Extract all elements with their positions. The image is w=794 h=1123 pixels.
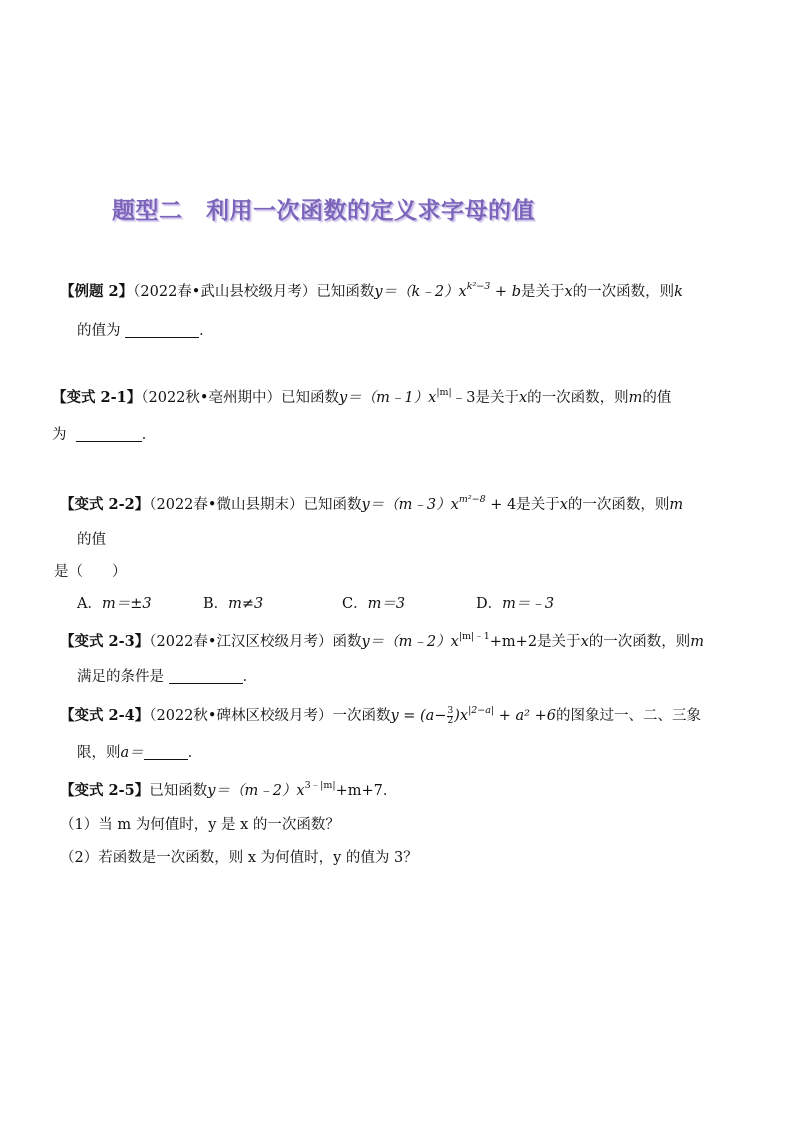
variant22-line1	[60, 495, 683, 515]
example2-text3: 的一次函数，则	[572, 284, 675, 300]
period: ．	[187, 745, 203, 761]
example2-var: x	[564, 284, 573, 300]
variant24-exponent: |2−a|	[468, 705, 495, 716]
variant21-text3: 的一次函数，则	[527, 390, 629, 406]
example2-source: （2022春•武山县校级月考）	[133, 284, 317, 300]
variant23-var2: m	[690, 634, 704, 650]
variant22-expr-rest: + 4	[485, 497, 517, 513]
variant24-source: （2022秋•碑林区校级月考）	[149, 708, 333, 724]
variant25-exponent: 3﹣|m|	[304, 780, 336, 791]
variant23-line1	[60, 632, 704, 652]
variant24-expr-a: y = (a−	[390, 708, 447, 724]
variant24-label: 【变式 2-4】	[60, 707, 150, 724]
option-text: m＝﹣3	[502, 596, 555, 612]
variant23-exponent: |m|﹣1	[458, 631, 490, 642]
period: ．	[242, 669, 258, 685]
fraction-denominator: 2	[447, 715, 454, 726]
variant24-text2: 的图象过一、二、三象	[555, 708, 701, 724]
variant22-text2: 是关于	[516, 497, 560, 513]
option-a[interactable]	[77, 594, 152, 614]
variant22-source: （2022春•微山县期末）	[149, 497, 304, 513]
variant25-question1: （1）当 m 为何值时，y 是 x 的一次函数？	[60, 817, 340, 833]
variant21-line2	[52, 425, 156, 445]
variant21-text2: 是关于	[475, 390, 519, 406]
variant25-label: 【变式 2-5】	[60, 782, 150, 799]
variant24-line2	[77, 743, 202, 763]
option-d[interactable]	[476, 594, 554, 614]
variant25-line1	[60, 781, 397, 801]
variant22-line3	[54, 562, 127, 582]
variant23-label: 【变式 2-3】	[60, 633, 150, 650]
variant22-text3: 的一次函数，则	[567, 497, 670, 513]
variant23-text3: 的一次函数，则	[588, 634, 691, 650]
variant23-source: （2022春•江汉区校级月考）	[149, 634, 333, 650]
variant24-expr-c: + a² +6	[494, 708, 556, 724]
option-letter: D．	[476, 596, 503, 612]
answer-blank[interactable]	[169, 668, 243, 684]
variant22-line2-text: 的值	[77, 532, 106, 548]
example2-text2: 是关于	[520, 284, 565, 300]
variant21-line1	[52, 388, 671, 408]
period: ．	[141, 427, 157, 443]
option-letter: A．	[77, 596, 102, 612]
variant24-line1	[60, 706, 701, 726]
variant21-text1: 已知函数	[280, 390, 339, 406]
section-title: 题型二 利用一次函数的定义求字母的值	[112, 198, 535, 224]
variant21-exponent: |m|	[436, 387, 452, 398]
answer-blank[interactable]	[144, 744, 188, 760]
variant22-var2: m	[669, 497, 684, 513]
variant22-exponent: m²−8	[458, 494, 486, 505]
option-letter: B．	[203, 596, 229, 612]
example2-label: 【例题 2】	[60, 283, 134, 300]
variant21-expr: y＝（m﹣1）x	[338, 390, 437, 406]
variant22-expr: y＝（m﹣3）x	[361, 497, 459, 513]
variant23-text1: 函数	[332, 634, 362, 650]
example2-var2: k	[674, 284, 683, 300]
option-b[interactable]	[203, 594, 263, 614]
example2-line2	[77, 321, 214, 341]
variant22-var: x	[559, 497, 568, 513]
example2-text1: 已知函数	[316, 284, 375, 300]
variant23-expr-rest: +m+2	[489, 634, 538, 650]
variant21-var2: m	[628, 390, 643, 406]
fraction	[447, 707, 453, 726]
answer-blank[interactable]	[76, 426, 142, 442]
variant22-line3-text: 是（ ）	[54, 564, 127, 580]
variant22-label: 【变式 2-2】	[60, 496, 150, 513]
variant23-text2: 是关于	[537, 634, 581, 650]
variant23-expr: y＝（m﹣2）x	[361, 634, 459, 650]
variant21-expr-rest: ﹣3	[451, 390, 476, 406]
option-letter: C．	[342, 596, 368, 612]
variant25-question2: （2）若函数是一次函数，则 x 为何值时，y 的值为 3？	[60, 850, 418, 866]
variant22-text1: 已知函数	[303, 497, 362, 513]
variant21-source: （2022秋•亳州期中）	[141, 390, 281, 406]
example2-expr: y＝（k﹣2）x	[374, 284, 467, 300]
option-text: m＝3	[367, 596, 406, 612]
example2-exponent: k²−3	[466, 281, 491, 292]
variant21-var: x	[518, 390, 528, 406]
option-text: m≠3	[228, 596, 264, 612]
variant21-text4: 的值	[642, 390, 672, 406]
example2-line1	[60, 282, 683, 302]
variant25-expr: y＝（m﹣2）x	[207, 783, 305, 799]
variant23-line2	[77, 667, 257, 687]
option-text: m＝±3	[101, 596, 152, 612]
variant24-text1: 一次函数	[332, 708, 391, 724]
variant25-text1: 已知函数	[149, 783, 208, 799]
example2-line2-text: 的值为	[77, 323, 121, 339]
variant21-line2-text: 为	[52, 427, 67, 443]
option-c[interactable]	[342, 594, 405, 614]
variant22-line2	[77, 530, 106, 550]
period: ．	[199, 323, 214, 339]
example2-expr-rest: + b	[490, 284, 521, 300]
variant24-var: a＝	[120, 745, 144, 761]
variant23-var: x	[580, 634, 589, 650]
variant25-expr-rest: +m+7．	[335, 783, 398, 799]
variant23-line2-text: 满足的条件是	[77, 669, 164, 685]
variant24-expr-b: )x	[454, 708, 469, 724]
fraction-numerator: 3	[447, 705, 454, 716]
variant24-line2-text: 限，则	[77, 745, 121, 761]
variant21-label: 【变式 2-1】	[52, 389, 142, 406]
answer-blank[interactable]	[125, 322, 199, 338]
